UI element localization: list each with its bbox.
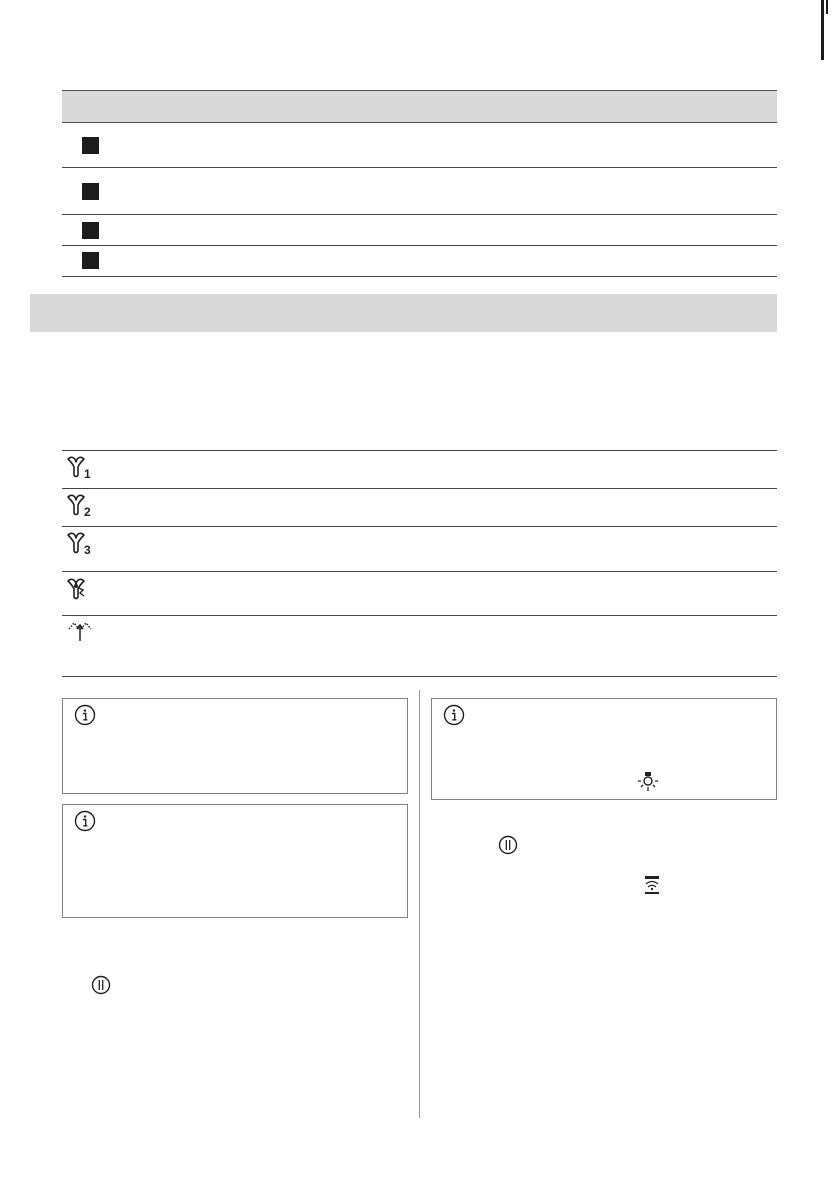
table-divider	[62, 615, 777, 616]
fan-speed-2-icon	[66, 493, 106, 523]
table-divider	[62, 245, 777, 246]
table-divider	[62, 450, 777, 451]
svg-text:2: 2	[84, 505, 91, 519]
light-bulb-icon	[636, 771, 660, 798]
power-icon	[91, 975, 111, 1000]
info-icon	[74, 704, 96, 731]
crop-mark	[826, 0, 832, 14]
hob-to-hood-icon	[642, 875, 662, 900]
column-divider	[419, 690, 420, 1118]
svg-text:3: 3	[84, 543, 91, 557]
black-square-marker	[82, 222, 99, 239]
fan-boost-icon	[66, 576, 106, 606]
info-icon	[443, 704, 465, 731]
black-square-marker	[82, 137, 99, 154]
section-heading-band	[30, 294, 777, 332]
table-divider	[62, 276, 777, 277]
table-divider	[62, 676, 777, 677]
info-icon	[74, 810, 96, 837]
table-divider	[62, 214, 777, 215]
info-note-box	[62, 698, 408, 794]
svg-text:1: 1	[84, 467, 91, 481]
table-header-row	[62, 90, 777, 123]
power-icon	[498, 835, 518, 860]
black-square-marker	[82, 183, 99, 200]
fan-speed-1-icon	[66, 455, 106, 485]
fan-speed-3-icon	[66, 531, 106, 561]
airflow-arrows-icon	[66, 619, 106, 649]
info-note-box	[62, 804, 408, 918]
crop-mark	[821, 0, 824, 60]
info-note-box	[431, 698, 777, 800]
black-square-marker	[82, 252, 99, 269]
table-divider	[62, 571, 777, 572]
table-divider	[62, 167, 777, 168]
table-divider	[62, 526, 777, 527]
table-divider	[62, 488, 777, 489]
